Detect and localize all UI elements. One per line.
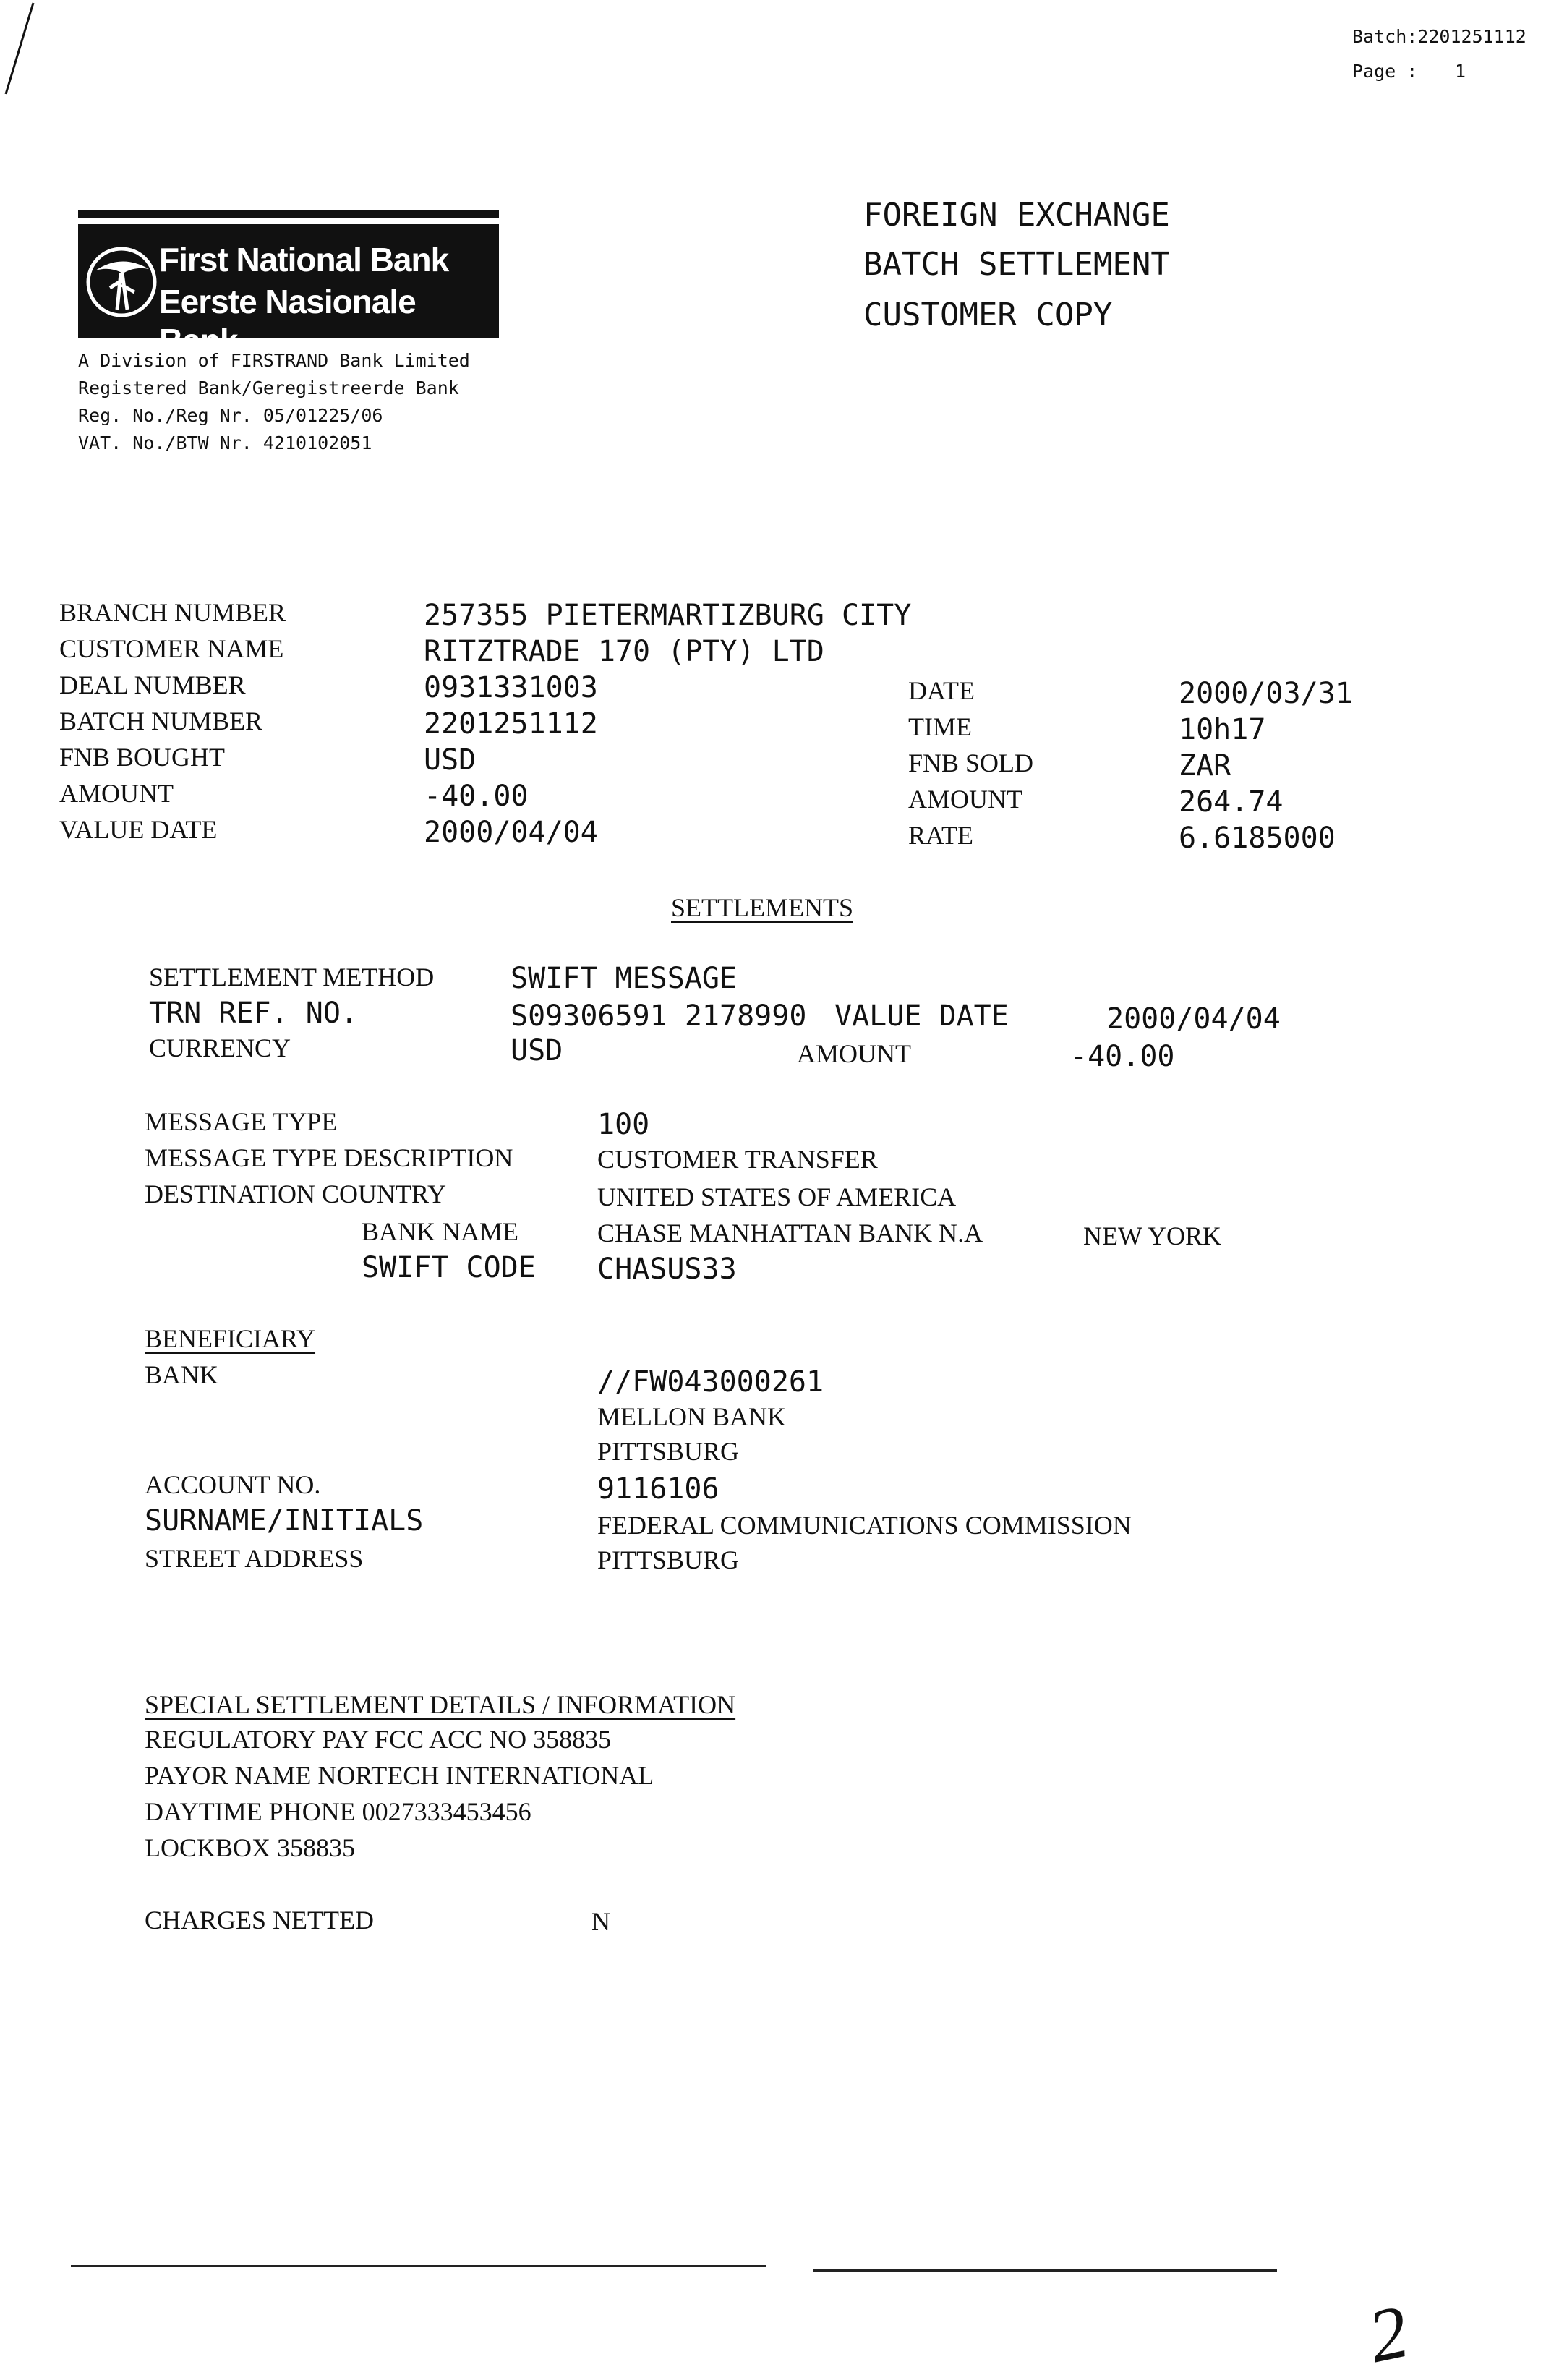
message-desc-label: MESSAGE TYPE DESCRIPTION [145,1143,513,1172]
fnb-sold-label: FNB SOLD [908,748,1034,777]
rate-label: RATE [908,821,973,850]
fnb-bought-label: FNB BOUGHT [59,743,226,772]
message-type-value: 100 [597,1108,650,1141]
special-line-3: DAYTIME PHONE 0027333453456 [145,1797,531,1826]
special-details-heading: SPECIAL SETTLEMENT DETAILS / INFORMATION [145,1690,736,1719]
deal-value: 0931331003 [424,671,598,704]
value-date-value: 2000/04/04 [424,816,598,849]
bank-reg-no: Reg. No./Reg Nr. 05/01225/06 [78,405,383,426]
beneficiary-bank-label: BANK [145,1360,219,1389]
page-label: Page : [1352,61,1418,82]
handwritten-page-mark: 2 [1361,2289,1416,2379]
beneficiary-heading: BENEFICIARY [145,1324,316,1353]
amount-value: -40.00 [424,780,529,813]
deal-label: DEAL NUMBER [59,670,246,699]
trn-ref-label: TRN REF. NO. [149,997,358,1030]
bank-vat-no: VAT. No./BTW Nr. 4210102051 [78,432,372,453]
amount2-label: AMOUNT [908,785,1022,814]
street-address-value: PITTSBURG [597,1545,740,1574]
logo-box [78,224,499,359]
bank-division: A Division of FIRSTRAND Bank Limited [78,350,470,371]
footer-rule-left [71,2265,766,2267]
swift-code-label: SWIFT CODE [362,1251,536,1284]
title-line-3: CUSTOMER COPY [863,297,1113,333]
title-line-1: FOREIGN EXCHANGE [863,197,1170,234]
charges-netted-value: N [591,1907,610,1936]
bank-name-label: BANK NAME [362,1217,519,1246]
message-type-label: MESSAGE TYPE [145,1107,338,1136]
street-address-label: STREET ADDRESS [145,1544,364,1573]
logo-line-2: Eerste Nasionale Bank [159,283,416,359]
time-label: TIME [908,712,972,741]
charges-netted-label: CHARGES NETTED [145,1906,374,1935]
amount2-value: 264.74 [1179,785,1283,819]
acacia-tree-icon [85,237,158,324]
date-value: 2000/03/31 [1179,677,1353,710]
surname-value: FEDERAL COMMUNICATIONS COMMISSION [597,1511,1132,1540]
fnb-sold-value: ZAR [1179,749,1231,782]
batch-value: 2201251112 [424,707,598,741]
special-line-4: LOCKBOX 358835 [145,1833,356,1862]
beneficiary-bank-line-3: PITTSBURG [597,1437,740,1466]
handwritten-slash-mark [0,0,43,101]
surname-label: SURNAME/INITIALS [145,1504,424,1537]
account-no-value: 9116106 [597,1472,719,1506]
page-number: 1 [1455,61,1466,82]
bank-name-value: CHASE MANHATTAN BANK N.A [597,1219,983,1247]
logo-top-bar [78,210,499,218]
currency-value: USD [511,1034,563,1067]
settlement-amount-value: -40.00 [1070,1040,1175,1073]
time-value: 10h17 [1179,713,1266,746]
settlement-value-date-label: VALUE DATE [834,999,1009,1033]
title-line-2: BATCH SETTLEMENT [863,246,1170,283]
trn-ref-value: S09306591 2178990 [511,999,807,1033]
customer-value: RITZTRADE 170 (PTY) LTD [424,635,824,668]
beneficiary-bank-line-2: MELLON BANK [597,1402,786,1431]
batch-label: BATCH NUMBER [59,707,263,735]
batch-reference: Batch:2201251112 [1352,26,1526,47]
settlement-method-label: SETTLEMENT METHOD [149,963,435,991]
date-label: DATE [908,676,975,705]
destination-country-label: DESTINATION COUNTRY [145,1180,446,1208]
settlement-amount-label: AMOUNT [797,1039,911,1068]
settlement-method-value: SWIFT MESSAGE [511,962,738,995]
footer-rule-right [813,2269,1277,2272]
value-date-label: VALUE DATE [59,815,218,844]
settlement-value-date-value: 2000/04/04 [1106,1002,1281,1036]
destination-country-value: UNITED STATES OF AMERICA [597,1182,957,1211]
account-no-label: ACCOUNT NO. [145,1470,321,1499]
branch-value: 257355 PIETERMARTIZBURG CITY [424,599,912,632]
branch-label: BRANCH NUMBER [59,598,286,627]
swift-code-value: CHASUS33 [597,1253,737,1286]
bank-registered: Registered Bank/Geregistreerde Bank [78,378,459,398]
rate-value: 6.6185000 [1179,822,1336,855]
fnb-bought-value: USD [424,743,477,777]
special-line-2: PAYOR NAME NORTECH INTERNATIONAL [145,1761,654,1790]
bank-city-value: NEW YORK [1083,1221,1221,1250]
special-line-1: REGULATORY PAY FCC ACC NO 358835 [145,1725,612,1754]
logo-line-1: First National Bank [159,241,449,278]
currency-label: CURRENCY [149,1033,291,1062]
settlements-heading: SETTLEMENTS [671,893,853,922]
customer-label: CUSTOMER NAME [59,634,284,663]
amount-label: AMOUNT [59,779,174,808]
message-desc-value: CUSTOMER TRANSFER [597,1145,878,1174]
beneficiary-bank-line-1: //FW043000261 [597,1365,824,1399]
